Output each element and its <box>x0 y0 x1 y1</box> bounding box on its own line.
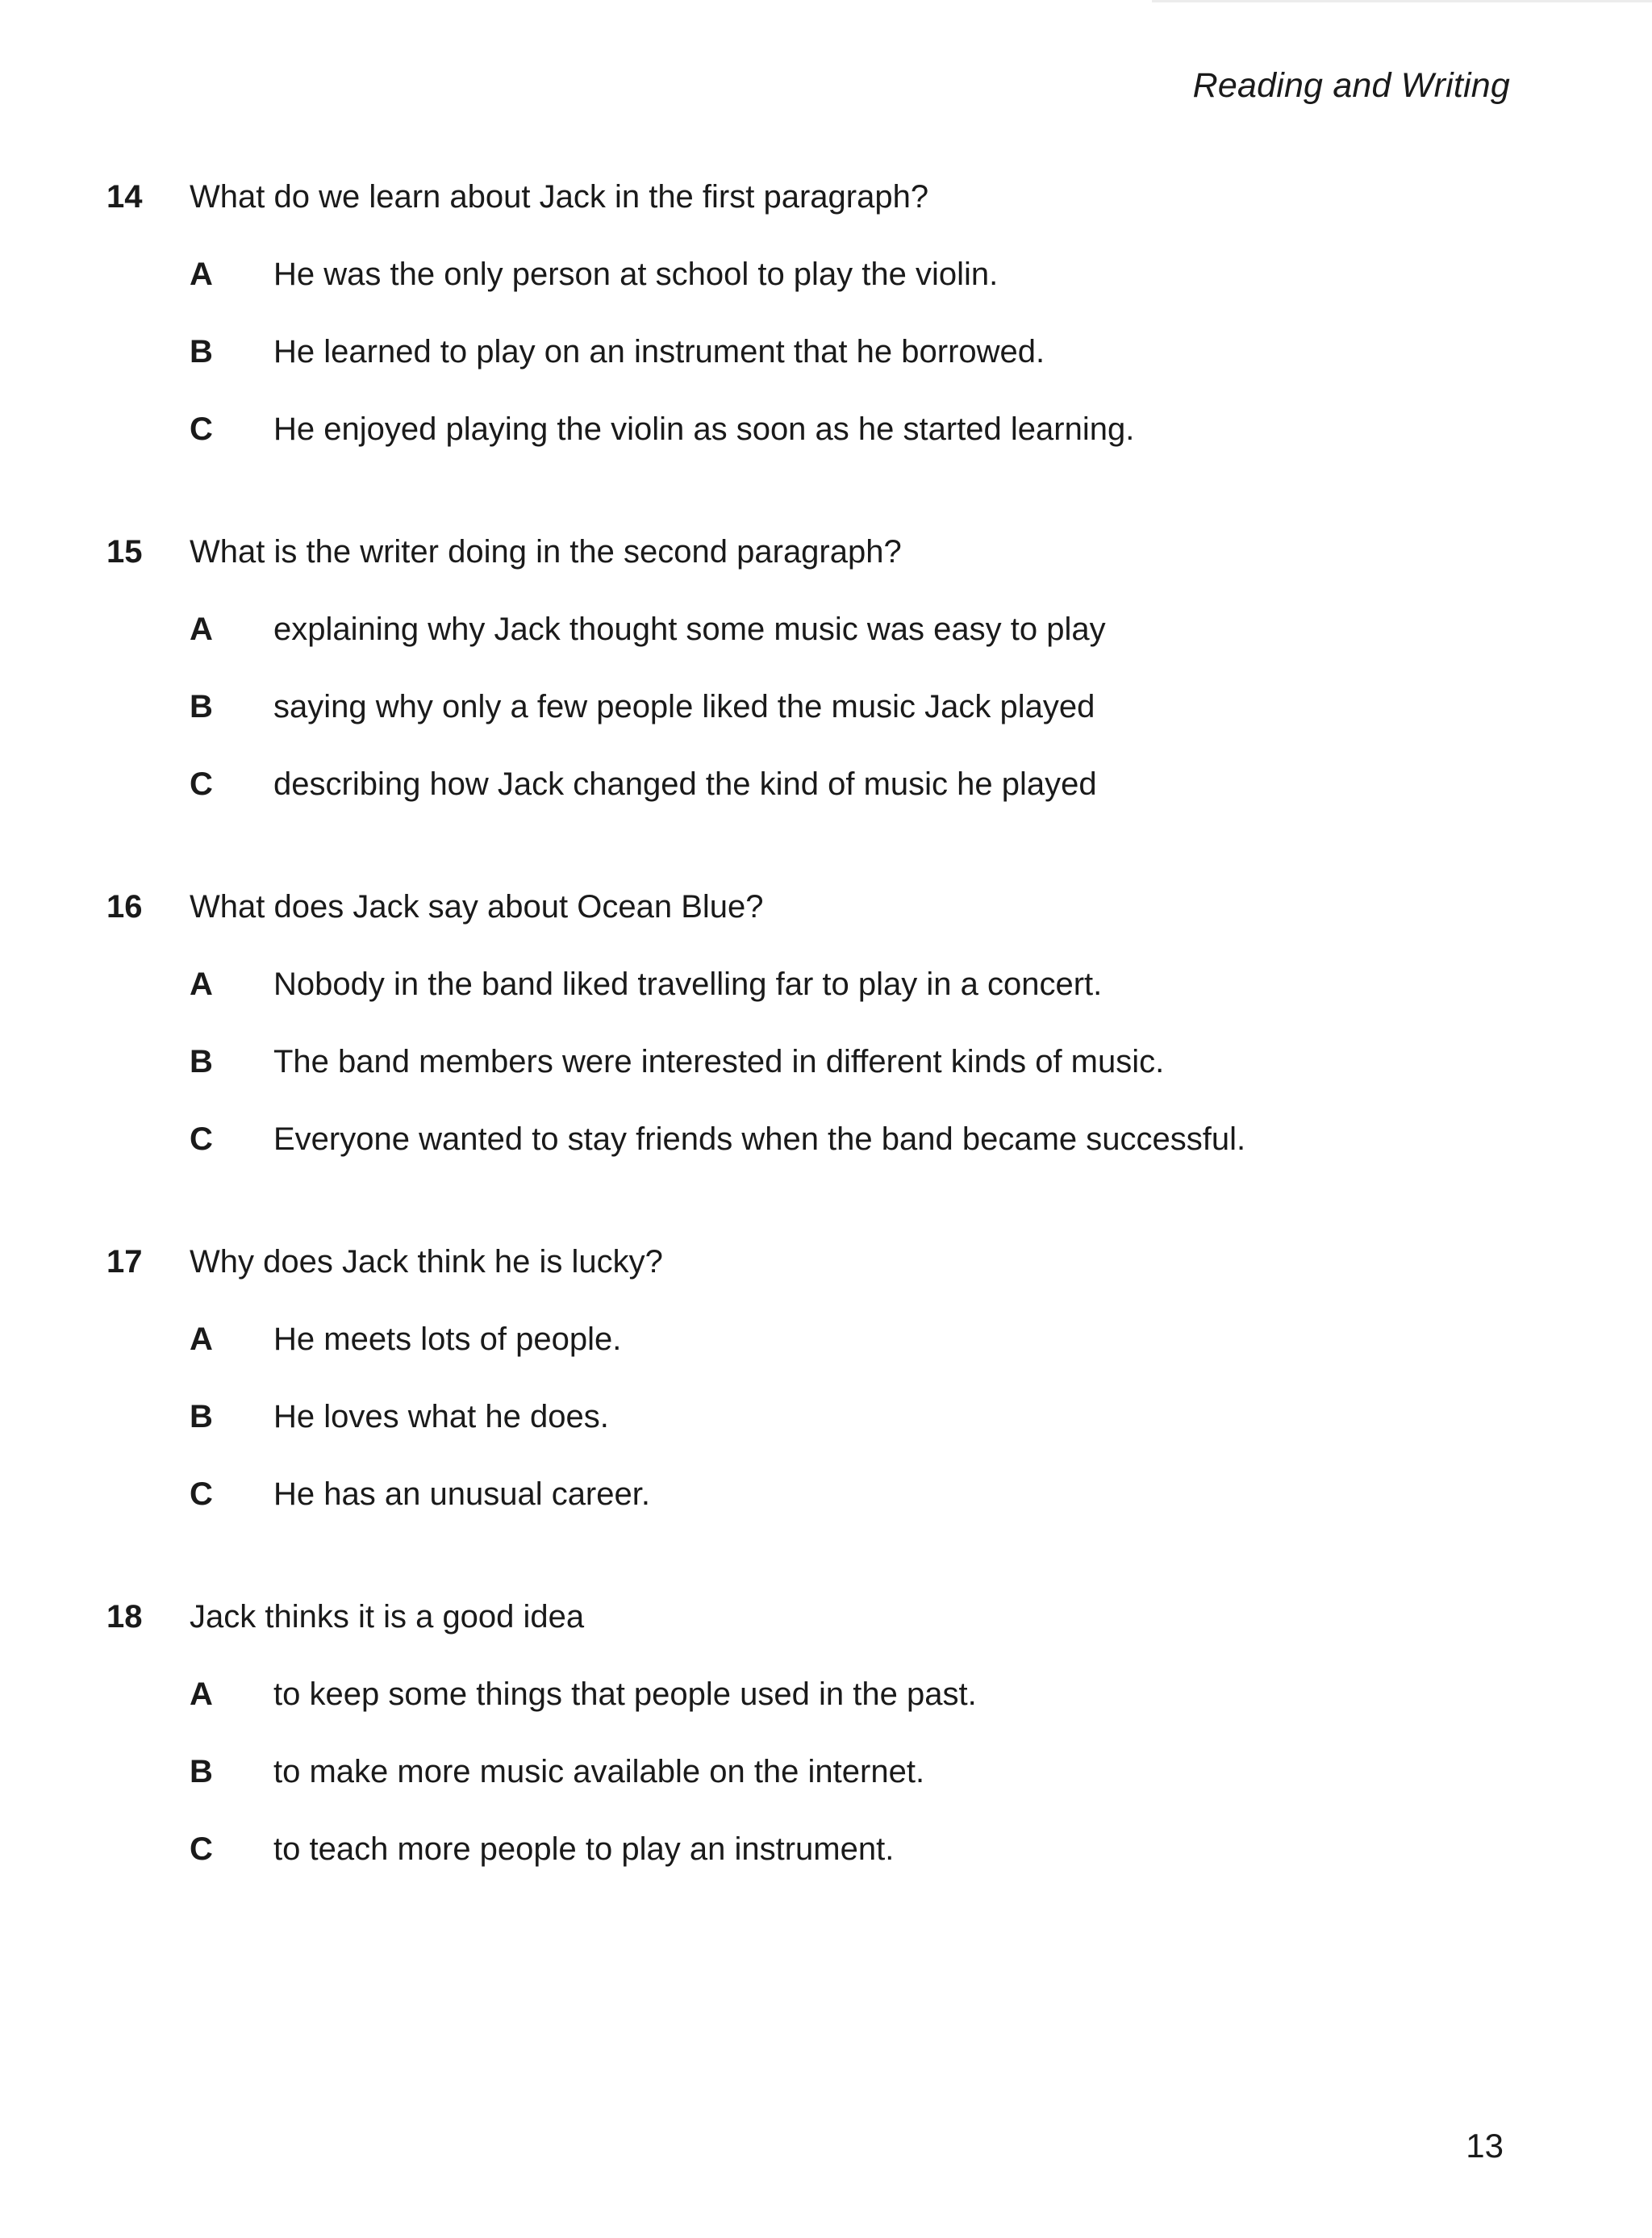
option-text: to make more music available on the internet. <box>273 1754 925 1789</box>
question-number: 14 <box>106 179 143 215</box>
question-stem <box>106 179 1526 242</box>
option-text: He learned to play on an instrument that he borrowed. <box>273 334 1045 370</box>
option-text: to teach more people to play an instrument. <box>273 1831 895 1867</box>
question-text: Jack thinks it is a good idea <box>190 1599 585 1635</box>
question-stem <box>106 1599 1526 1662</box>
option-list <box>190 967 1526 1199</box>
option-a[interactable] <box>190 257 1526 334</box>
option-c[interactable] <box>190 1831 1526 1909</box>
section-title: Reading and Writing <box>1192 66 1510 105</box>
question-text: What do we learn about Jack in the first paragraph? <box>190 179 929 215</box>
option-letter: C <box>190 1831 213 1867</box>
option-text: He loves what he does. <box>273 1399 609 1434</box>
option-letter: A <box>190 612 213 647</box>
option-c[interactable] <box>190 411 1526 489</box>
question-16 <box>106 889 1526 1199</box>
question-number: 15 <box>106 534 143 570</box>
question-list <box>106 179 1526 1954</box>
option-list <box>190 1322 1526 1554</box>
option-letter: A <box>190 1322 213 1357</box>
question-text: What is the writer doing in the second paragraph? <box>190 534 902 570</box>
question-15 <box>106 534 1526 844</box>
option-a[interactable] <box>190 967 1526 1044</box>
option-text: describing how Jack changed the kind of music he played <box>273 766 1097 802</box>
option-text: He meets lots of people. <box>273 1322 622 1357</box>
option-list <box>190 612 1526 844</box>
option-text: He has an unusual career. <box>273 1476 650 1512</box>
option-letter: B <box>190 1044 213 1079</box>
page-number: 13 <box>1466 2127 1504 2165</box>
option-text: Everyone wanted to stay friends when the band became successful. <box>273 1121 1246 1157</box>
option-text: He enjoyed playing the violin as soon as he started learning. <box>273 411 1135 447</box>
option-c[interactable] <box>190 766 1526 844</box>
question-number: 17 <box>106 1244 143 1280</box>
option-letter: B <box>190 334 213 370</box>
option-b[interactable] <box>190 1754 1526 1831</box>
option-b[interactable] <box>190 1399 1526 1476</box>
question-text: Why does Jack think he is lucky? <box>190 1244 663 1280</box>
scan-edge-line <box>1152 0 1652 2</box>
question-stem <box>106 1244 1526 1307</box>
question-stem <box>106 889 1526 952</box>
option-list <box>190 257 1526 489</box>
option-list <box>190 1676 1526 1909</box>
option-b[interactable] <box>190 689 1526 766</box>
option-c[interactable] <box>190 1121 1526 1199</box>
option-a[interactable] <box>190 1676 1526 1754</box>
option-text: The band members were interested in different kinds of music. <box>273 1044 1165 1079</box>
option-text: Nobody in the band liked travelling far to play in a concert. <box>273 967 1103 1002</box>
question-number: 18 <box>106 1599 143 1635</box>
option-text: to keep some things that people used in the past. <box>273 1676 977 1712</box>
question-text: What does Jack say about Ocean Blue? <box>190 889 764 925</box>
option-a[interactable] <box>190 612 1526 689</box>
option-letter: A <box>190 257 213 292</box>
option-c[interactable] <box>190 1476 1526 1554</box>
option-a[interactable] <box>190 1322 1526 1399</box>
question-17 <box>106 1244 1526 1554</box>
option-text: saying why only a few people liked the music Jack played <box>273 689 1095 724</box>
question-number: 16 <box>106 889 143 925</box>
option-letter: A <box>190 967 213 1002</box>
option-letter: A <box>190 1676 213 1712</box>
option-letter: B <box>190 689 213 724</box>
option-text: He was the only person at school to play the violin. <box>273 257 999 292</box>
option-b[interactable] <box>190 1044 1526 1121</box>
option-letter: B <box>190 1399 213 1434</box>
question-stem <box>106 534 1526 597</box>
option-letter: C <box>190 1476 213 1512</box>
option-letter: C <box>190 1121 213 1157</box>
option-letter: C <box>190 766 213 802</box>
option-b[interactable] <box>190 334 1526 411</box>
option-letter: C <box>190 411 213 447</box>
question-18 <box>106 1599 1526 1909</box>
question-14 <box>106 179 1526 489</box>
option-letter: B <box>190 1754 213 1789</box>
option-text: explaining why Jack thought some music was easy to play <box>273 612 1106 647</box>
